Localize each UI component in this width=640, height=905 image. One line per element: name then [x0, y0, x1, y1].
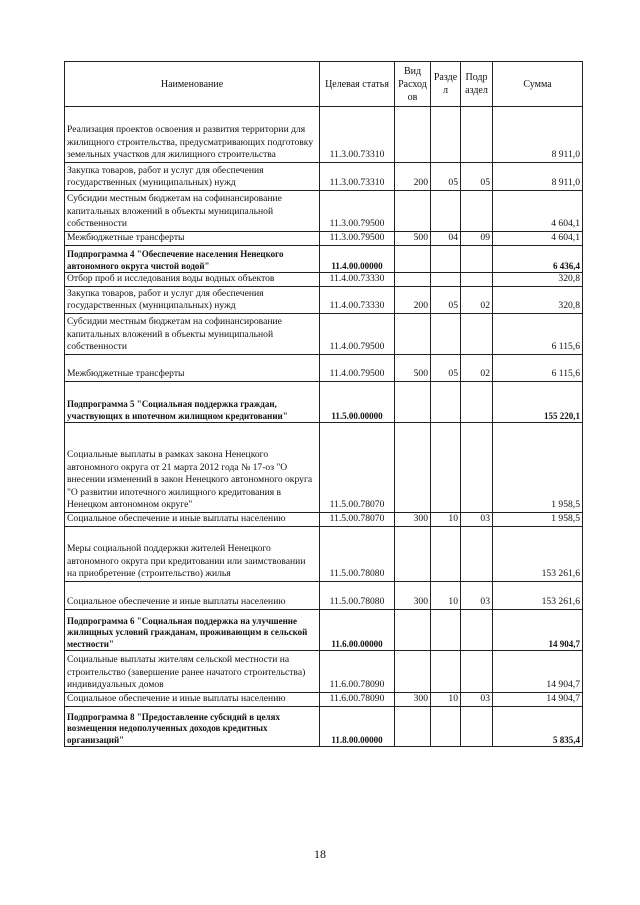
row-target-code: 11.3.00.73310: [320, 163, 395, 191]
row-target-code: 11.5.00.78070: [320, 423, 395, 513]
row-name: Реализация проектов освоения и развития территории для жилищного строительства, предусматривающих подготовку земельных участков для жилищного строительства: [65, 107, 320, 163]
row-sum: 14 904,7: [493, 610, 583, 651]
row-type-expense: [395, 610, 431, 651]
row-sum: 6 115,6: [493, 355, 583, 382]
row-target-code: 11.4.00.79500: [320, 314, 395, 355]
row-section: [431, 423, 461, 513]
row-sum: 4 604,1: [493, 232, 583, 246]
row-name: Социальные выплаты в рамках закона Ненецкого автономного округа от 21 марта 2012 года № 17-оз "О внесении изменений в закон Ненецкого автономного округа "О развитии ипотечного жилищного кредитования в Ненецком автономном округе": [65, 423, 320, 513]
row-section: [431, 191, 461, 232]
row-target-code: 11.4.00.73330: [320, 273, 395, 287]
row-sum: 153 261,6: [493, 527, 583, 582]
row-sum: 5 835,4: [493, 707, 583, 747]
row-section: [431, 273, 461, 287]
row-section: [431, 651, 461, 693]
table-row: [65, 513, 583, 527]
row-type-expense: 300: [395, 693, 431, 707]
row-type-expense: 500: [395, 232, 431, 246]
row-target-code: 11.4.00.00000: [320, 246, 395, 273]
table-row: [65, 107, 583, 163]
header-section: Разде л: [431, 62, 461, 107]
row-type-expense: [395, 107, 431, 163]
row-name: Подпрограмма 5 "Социальная поддержка граждан, участвующих в ипотечном жилищном кредитовании": [65, 382, 320, 423]
row-target-code: 11.8.00.00000: [320, 707, 395, 747]
row-sum: 1 958,5: [493, 423, 583, 513]
row-subsection: [461, 651, 493, 693]
row-section: [431, 527, 461, 582]
budget-table: [64, 61, 583, 747]
row-subsection: 09: [461, 232, 493, 246]
row-name: Социальное обеспечение и иные выплаты населению: [65, 513, 320, 527]
row-target-code: 11.5.00.78080: [320, 527, 395, 582]
row-target-code: 11.3.00.79500: [320, 232, 395, 246]
row-sum: 14 904,7: [493, 693, 583, 707]
row-type-expense: [395, 651, 431, 693]
row-section: [431, 382, 461, 423]
row-target-code: 11.5.00.78070: [320, 513, 395, 527]
row-subsection: [461, 610, 493, 651]
table-row: [65, 232, 583, 246]
row-type-expense: [395, 707, 431, 747]
header-name: Наименование: [65, 62, 320, 107]
row-subsection: [461, 382, 493, 423]
table-row: [65, 246, 583, 273]
row-subsection: [461, 707, 493, 747]
row-type-expense: 300: [395, 582, 431, 610]
table-row: [65, 287, 583, 314]
row-section: 05: [431, 355, 461, 382]
header-type-expense: Вид Расход ов: [395, 62, 431, 107]
row-name: Меры социальной поддержки жителей Ненецкого автономного округа при кредитовании или заимствовании на приобретение (строительство) жилья: [65, 527, 320, 582]
row-name: Межбюджетные трансферты: [65, 355, 320, 382]
row-section: 05: [431, 163, 461, 191]
header-sum: Сумма: [493, 62, 583, 107]
row-sum: 320,8: [493, 273, 583, 287]
table-row: [65, 163, 583, 191]
row-name: Подпрограмма 8 "Предоставление субсидий в целях возмещения недополученных доходов кредитных организаций": [65, 707, 320, 747]
table-row: [65, 527, 583, 582]
table-row: [65, 693, 583, 707]
row-section: [431, 707, 461, 747]
row-name: Закупка товаров, работ и услуг для обеспечения государственных (муниципальных) нужд: [65, 287, 320, 314]
table-row: [65, 191, 583, 232]
row-subsection: 02: [461, 355, 493, 382]
row-type-expense: [395, 246, 431, 273]
row-section: 10: [431, 693, 461, 707]
row-sum: 155 220,1: [493, 382, 583, 423]
row-sum: 4 604,1: [493, 191, 583, 232]
row-target-code: 11.4.00.73330: [320, 287, 395, 314]
row-type-expense: [395, 423, 431, 513]
row-section: [431, 610, 461, 651]
page-number: 18: [314, 847, 326, 861]
row-name: Социальное обеспечение и иные выплаты населению: [65, 582, 320, 610]
row-type-expense: [395, 527, 431, 582]
table-row: [65, 582, 583, 610]
row-subsection: 03: [461, 693, 493, 707]
header-subsection: Подр аздел: [461, 62, 493, 107]
row-subsection: 03: [461, 513, 493, 527]
row-sum: 320,8: [493, 287, 583, 314]
row-subsection: [461, 107, 493, 163]
row-section: 10: [431, 582, 461, 610]
row-name: Социальные выплаты жителям сельской местности на строительство (завершение ранее начатого строительства) индивидуальных домов: [65, 651, 320, 693]
table-row: [65, 707, 583, 747]
row-target-code: 11.6.00.78090: [320, 693, 395, 707]
row-section: 04: [431, 232, 461, 246]
table-row: [65, 651, 583, 693]
row-type-expense: [395, 191, 431, 232]
table-row: [65, 355, 583, 382]
row-name: Межбюджетные трансферты: [65, 232, 320, 246]
row-subsection: [461, 527, 493, 582]
row-type-expense: [395, 314, 431, 355]
row-subsection: 02: [461, 287, 493, 314]
table-row: [65, 423, 583, 513]
row-section: [431, 246, 461, 273]
row-subsection: [461, 246, 493, 273]
row-sum: 1 958,5: [493, 513, 583, 527]
row-sum: 153 261,6: [493, 582, 583, 610]
row-section: [431, 107, 461, 163]
row-sum: 6 115,6: [493, 314, 583, 355]
row-subsection: 05: [461, 163, 493, 191]
row-sum: 6 436,4: [493, 246, 583, 273]
row-section: [431, 314, 461, 355]
table-row: [65, 382, 583, 423]
row-target-code: 11.4.00.79500: [320, 355, 395, 382]
row-target-code: 11.6.00.78090: [320, 651, 395, 693]
row-type-expense: 300: [395, 513, 431, 527]
row-section: 10: [431, 513, 461, 527]
row-target-code: 11.3.00.73310: [320, 107, 395, 163]
table-header-row: [65, 62, 583, 107]
row-sum: 8 911,0: [493, 107, 583, 163]
row-target-code: 11.5.00.00000: [320, 382, 395, 423]
row-sum: 8 911,0: [493, 163, 583, 191]
row-name: Субсидии местным бюджетам на софинансирование капитальных вложений в объекты муниципальной собственности: [65, 191, 320, 232]
row-name: Субсидии местным бюджетам на софинансирование капитальных вложений в объекты муниципальной собственности: [65, 314, 320, 355]
table-row: [65, 610, 583, 651]
row-name: Подпрограмма 4 "Обеспечение населения Ненецкого автономного округа чистой водой": [65, 246, 320, 273]
row-section: 05: [431, 287, 461, 314]
row-type-expense: 500: [395, 355, 431, 382]
row-name: Закупка товаров, работ и услуг для обеспечения государственных (муниципальных) нужд: [65, 163, 320, 191]
row-sum: 14 904,7: [493, 651, 583, 693]
row-type-expense: 200: [395, 287, 431, 314]
row-name: Социальное обеспечение и иные выплаты населению: [65, 693, 320, 707]
row-subsection: [461, 423, 493, 513]
row-type-expense: 200: [395, 163, 431, 191]
table-body: [65, 107, 583, 747]
table-row: [65, 314, 583, 355]
header-target: Целевая статья: [320, 62, 395, 107]
row-name: Подпрограмма 6 "Социальная поддержка на улучшение жилищных условий гражданам, проживающим в сельской местности": [65, 610, 320, 651]
row-type-expense: [395, 273, 431, 287]
row-subsection: [461, 273, 493, 287]
row-type-expense: [395, 382, 431, 423]
row-subsection: [461, 191, 493, 232]
row-target-code: 11.6.00.00000: [320, 610, 395, 651]
table-row: [65, 273, 583, 287]
row-subsection: 03: [461, 582, 493, 610]
row-target-code: 11.3.00.79500: [320, 191, 395, 232]
row-target-code: 11.5.00.78080: [320, 582, 395, 610]
row-subsection: [461, 314, 493, 355]
row-name: Отбор проб и исследования воды водных объектов: [65, 273, 320, 287]
